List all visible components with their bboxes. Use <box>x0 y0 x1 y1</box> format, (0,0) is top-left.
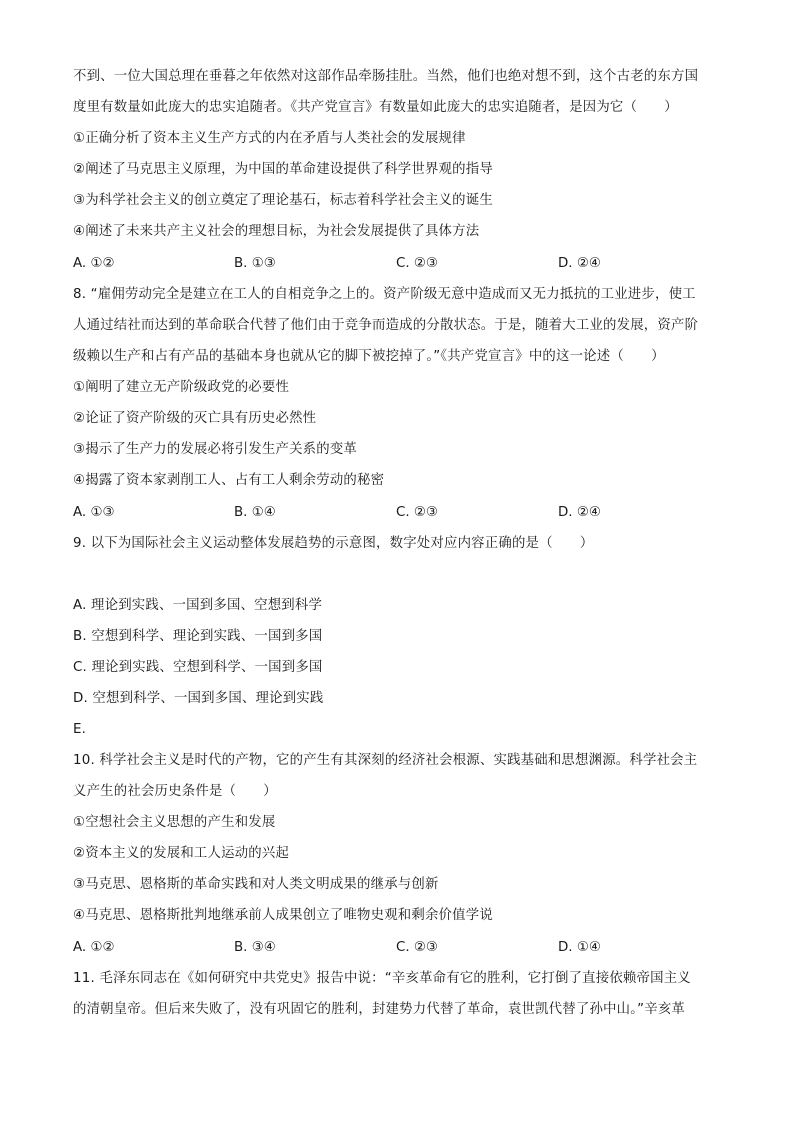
q9-choice-e: E. <box>73 722 87 737</box>
q7-option-b: B. ①③ <box>234 256 276 271</box>
q9-choice-a: A. 理论到实践、一国到多国、空想到科学 <box>73 598 323 613</box>
q11-line-1: 11. 毛泽东同志在《如何研究中共党史》报告中说：“辛亥革命有它的胜利，它打倒了直接依赖帝国主义 <box>73 971 691 986</box>
q8-option-b: B. ①④ <box>234 505 276 520</box>
q8-statement-3: ③揭示了生产力的发展必将引发生产关系的变革 <box>73 442 358 457</box>
q7-option-d: D. ②④ <box>558 256 601 271</box>
q7-line-2: 度里有数量如此庞大的忠实追随者。《共产党宣言》有数量如此庞大的忠实追随者，是因为它（ ） <box>73 100 678 115</box>
q9-choice-c: C. 理论到实践、空想到科学、一国到多国 <box>73 660 323 675</box>
q7-option-c: C. ②③ <box>396 256 438 271</box>
q7-statement-4: ④阐述了未来共产主义社会的理想目标，为社会发展提供了具体方法 <box>73 224 480 239</box>
q8-line-1: 8. “雇佣劳动完全是建立在工人的自相竞争之上的。资产阶级无意中造成而又无力抵抗的工业进步，使工 <box>73 287 696 302</box>
q10-option-a: A. ①② <box>73 940 115 955</box>
q10-line-1: 10. 科学社会主义是时代的产物，它的产生有其深刻的经济社会根源、实践基础和思想渊源。科学社会主 <box>73 753 698 768</box>
q7-statement-2: ②阐述了马克思主义原理，为中国的革命建设提供了科学世界观的指导 <box>73 162 493 177</box>
q11-line-2: 的清朝皇帝。但后来失败了，没有巩固它的胜利，封建势力代替了革命，袁世凯代替了孙中山。”辛亥革 <box>73 1002 686 1017</box>
q10-statement-2: ②资本主义的发展和工人运动的兴起 <box>73 846 290 861</box>
q10-option-d: D. ①④ <box>558 940 601 955</box>
q9-choice-d: D. 空想到科学、一国到多国、理论到实践 <box>73 691 324 706</box>
q8-option-d: D. ②④ <box>558 505 601 520</box>
q9-stem: 9. 以下为国际社会主义运动整体发展趋势的示意图，数字处对应内容正确的是（ ） <box>73 536 594 551</box>
q8-option-a: A. ①③ <box>73 505 115 520</box>
q10-statement-1: ①空想社会主义思想的产生和发展 <box>73 815 276 830</box>
q9-choice-b: B. 空想到科学、理论到实践、一国到多国 <box>73 629 323 644</box>
q7-statement-1: ①正确分析了资本主义生产方式的内在矛盾与人类社会的发展规律 <box>73 131 466 146</box>
q8-statement-1: ①阐明了建立无产阶级政党的必要性 <box>73 380 290 395</box>
q10-line-2: 义产生的社会历史条件是（ ） <box>73 784 277 799</box>
q10-statement-4: ④马克思、恩格斯批判地继承前人成果创立了唯物史观和剩余价值学说 <box>73 908 493 923</box>
q8-option-c: C. ②③ <box>396 505 438 520</box>
q7-line-1: 不到、一位大国总理在垂暮之年依然对这部作品牵肠挂肚。当然，他们也绝对想不到，这个古老的东方国 <box>73 69 699 84</box>
q8-line-3: 级赖以生产和占有产品的基础本身也就从它的脚下被挖掉了。”《共产党宣言》中的这一论述（ ） <box>73 349 665 364</box>
q7-statement-3: ③为科学社会主义的创立奠定了理论基石，标志着科学社会主义的诞生 <box>73 193 493 208</box>
q8-statement-4: ④揭露了资本家剥削工人、占有工人剩余劳动的秘密 <box>73 473 385 488</box>
q10-option-c: C. ②③ <box>396 940 438 955</box>
q7-option-a: A. ①② <box>73 256 115 271</box>
q10-option-b: B. ③④ <box>234 940 276 955</box>
q10-statement-3: ③马克思、恩格斯的革命实践和对人类文明成果的继承与创新 <box>73 877 439 892</box>
q8-line-2: 人通过结社而达到的革命联合代替了他们由于竞争而造成的分散状态。于是，随着大工业的发展，资产阶 <box>73 318 699 333</box>
q8-statement-2: ②论证了资产阶级的灭亡具有历史必然性 <box>73 411 317 426</box>
